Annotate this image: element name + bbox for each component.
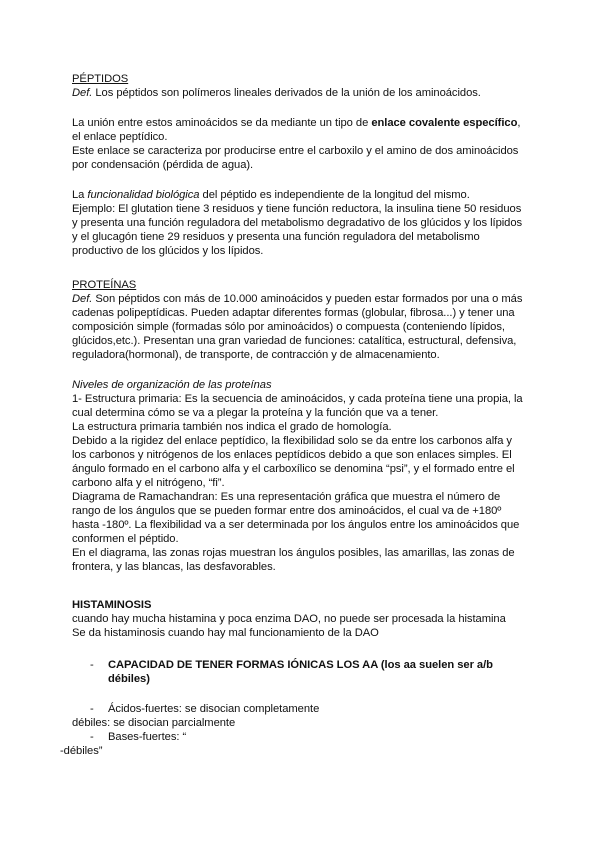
debiles-line: débiles: se disocian parcialmente (72, 717, 236, 729)
niveles-line12: En el diagrama, las zonas rojas muestran los ángulos posibles, las amarillas, las zonas de (72, 547, 515, 559)
list-bullet: - (90, 703, 94, 715)
peptidos-p2-line2: Ejemplo: El glutation tiene 3 residuos y tiene función reductora, la insulina tiene 50 residuos (72, 203, 522, 215)
peptidos-definition (72, 86, 481, 100)
list-bullet: - (90, 731, 94, 743)
niveles-line1: 1- Estructura primaria: Es la secuencia de aminoácidos, y cada proteína tiene una propia, la (72, 393, 523, 405)
peptidos-p2-line3: y presenta una función reguladora del metabolismo degradativo de los glúcidos y los lípidos (72, 217, 523, 229)
histaminosis-heading: HISTAMINOSIS (72, 599, 152, 611)
peptidos-p2-line4: y el glucagón tiene 29 residuos y presenta una función reguladora del metabolismo (72, 231, 480, 243)
bold-run: enlace covalente específico (371, 117, 518, 129)
niveles-line6: ángulo formado en el carbono alfa y el carboxílico se denomina “psi”, y el formado entre el (72, 463, 515, 475)
peptidos-p1-line3: Este enlace se caracteriza por producirse entre el carboxilo y el amino de dos aminoácidos (72, 145, 519, 157)
niveles-line2: cual determina cómo se va a plegar la proteína y la función que va a tener. (72, 407, 439, 419)
niveles-line8: Diagrama de Ramachandran: Es una representación gráfica que muestra el número de (72, 491, 501, 503)
peptidos-p2-line1 (72, 188, 470, 202)
niveles-line5: los carbonos y nitrógenos de los enlaces peptídicos debido a que son enlaces simples. El (72, 449, 512, 461)
acidos-item: Ácidos-fuertes: se disocian completamente (108, 703, 320, 715)
ionicas-heading-line1: CAPACIDAD DE TENER FORMAS IÓNICAS LOS AA (los aa suelen ser a/b (108, 659, 493, 671)
text-run: Son péptidos con más de 10.000 aminoácidos y pueden estar formados por una o más (92, 293, 523, 305)
peptidos-p1-line1 (72, 116, 520, 130)
italic-run: funcionalidad biológica (87, 189, 200, 201)
def-text: Los péptidos son polímeros lineales derivados de la unión de los aminoácidos. (92, 87, 481, 99)
histaminosis-line2: Se da histaminosis cuando hay mal funcionamiento de la DAO (72, 627, 379, 639)
proteinas-line3: composición simple (formadas sólo por aminoácidos) o compuesta (conteniendo lípidos, (72, 321, 505, 333)
proteinas-line4: glúcidos,etc.). Presentan una gran variedad de funciones: catalítica, estructural, defensiva, (72, 335, 517, 347)
peptidos-p2-line5: productivo de los glúcidos y los lípidos. (72, 245, 264, 257)
text-run: La unión entre estos aminoácidos se da mediante un tipo de (72, 117, 372, 129)
niveles-heading: Niveles de organización de las proteínas (72, 379, 272, 391)
niveles-line11: conformen el péptido. (72, 533, 179, 545)
niveles-line10: hasta -180º. La flexibilidad va a ser determinada por los ángulos entre los aminoácidos que (72, 519, 520, 531)
niveles-line4: Debido a la rigidez del enlace peptídico, la flexibilidad solo se da entre los carbonos alfa y (72, 435, 512, 447)
ionicas-heading-line2: débiles) (108, 673, 150, 685)
text-run: , (517, 117, 521, 129)
bases-debiles-line: -débiles” (60, 745, 103, 757)
proteinas-heading: PROTEÍNAS (72, 279, 137, 291)
proteinas-line5: reguladora(hormonal), de transporte, de contracción y de almacenamiento. (72, 349, 440, 361)
text-run: del péptido es independiente de la longitud del mismo. (199, 189, 470, 201)
peptidos-heading: PÉPTIDOS (72, 73, 129, 85)
niveles-line9: rango de los ángulos que se pueden formar entre dos aminoácidos, el cual va de +180º (72, 505, 502, 517)
bases-item: Bases-fuertes: “ (108, 731, 187, 743)
proteinas-line1 (72, 292, 522, 306)
def-label: Def. (72, 293, 93, 305)
niveles-line7: carbono alfa y el nitrógeno, “fi”. (72, 477, 225, 489)
histaminosis-line1: cuando hay mucha histamina y poca enzima DAO, no puede ser procesada la histamina (72, 613, 506, 625)
peptidos-p1-line4: por condensación (pérdida de agua). (72, 159, 254, 171)
peptidos-p1-line2: el enlace peptídico. (72, 131, 168, 143)
proteinas-line2: cadenas polipeptídicas. Pueden adaptar diferentes formas (globular, fibrosa...) y tener una (72, 307, 515, 319)
niveles-line13: frontera, y las blancas, las desfavorables. (72, 561, 276, 573)
list-bullet: - (90, 659, 94, 671)
def-label: Def. (72, 87, 93, 99)
text-run: La (72, 189, 88, 201)
niveles-line3: La estructura primaria también nos indica el grado de homología. (72, 421, 392, 433)
